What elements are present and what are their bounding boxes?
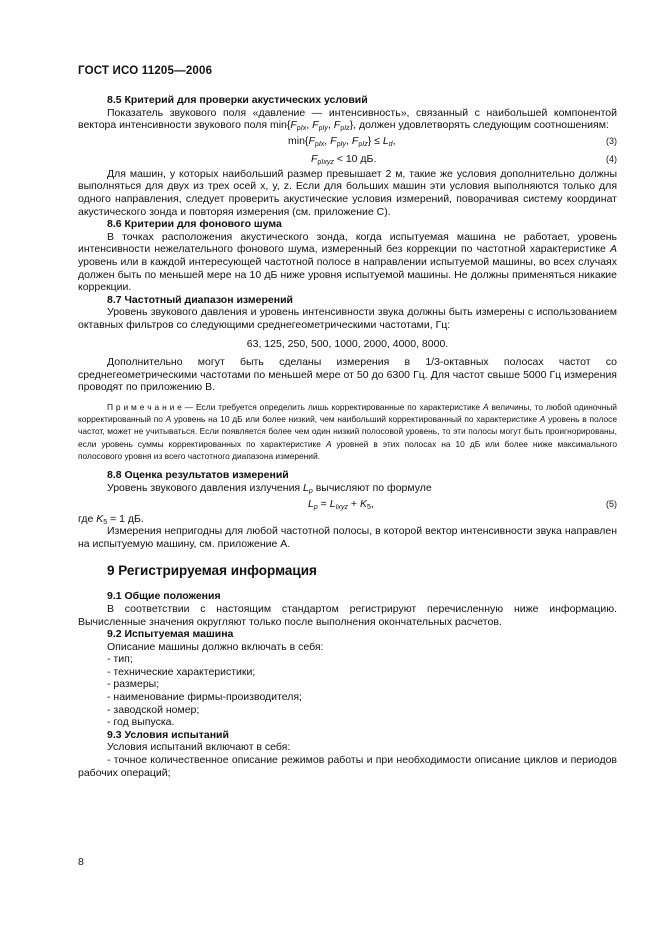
section-8-6-paragraph: В точках расположения акустического зонда, когда испытуемая машина не работает, уровень интенсивности нежелательного фонового шума, измеренный без коррекции по частотной характеристике A уровень или в каждой интересующей частотной полосе в направлении испытуемой машины, во всех случаях должен быть по меньшей мере на 10 дБ ниже уровня испытуемой машины. Не должны применяться никакие коррекции. bbox=[78, 230, 617, 294]
equation-3-number: (3) bbox=[606, 135, 617, 146]
equation-3-body: $\min\{F_{\rho Ix}$, $F_{\rho Iy}$, $F_{\rho Iz}\} \le L_d$, bbox=[288, 134, 396, 148]
section-8-7-paragraph-2: Дополнительно могут быть сделаны измерения в 1/3-октавных полосах частот со среднегеометрическими частотами по меньшей мере от 50 до 6300 Гц. Для частот свыше 5000 Гц измерения проводят по приложению В. bbox=[78, 356, 617, 394]
equation-4-body: $F_{\rho Ixyz} < 10$ дБ. bbox=[311, 152, 377, 166]
section-9-2-heading: 9.2 Испытуемая машина bbox=[107, 628, 234, 641]
section-8-6-heading: 8.6 Критерии для фонового шума bbox=[107, 218, 282, 231]
section-8-8-where: где $K_5 = 1$ дБ. bbox=[78, 512, 144, 526]
page-number: 8 bbox=[78, 856, 84, 868]
section-8-7-note: П р и м е ч а н и е — Если требуется определить лишь корректированные по характеристике A величины, то любой одиночный корректированный по A уровень на 10 дБ или более низкий, чем наибольший корректированный по характеристике A уровень в полосе частот, может не учитываться. Если появляется более чем один низкий полосовой уровень, то эти полосы могут быть проигнорированы, если уровень суммы корректированных по характеристике A уровней в этих полосах на 10 дБ или более ниже максимального полосового уровня из всего частотного диапазона измерений. bbox=[78, 401, 617, 462]
section-9-3-heading: 9.3 Условия испытаний bbox=[107, 728, 229, 741]
list-item: - размеры; bbox=[107, 678, 160, 691]
section-9-1-heading: 9.1 Общие положения bbox=[107, 590, 221, 603]
section-8-8-paragraph-1: Уровень звукового давления излучения $L_p$ вычисляют по формуле bbox=[107, 481, 432, 495]
list-item: - наименование фирмы-производителя; bbox=[107, 691, 302, 704]
section-8-7-paragraph-1: Уровень звукового давления и уровень интенсивности звука должны быть измерены с использованием октавных фильтров со следующими среднегеометрическими частотами, Гц: bbox=[78, 306, 617, 331]
equation-5 bbox=[78, 495, 617, 513]
section-8-5-paragraph-2: Для машин, у которых наибольший размер превышает 2 м, такие же условия дополнительно должны выполняться для двух из трех осей x, y, z. Если для больших машин эти условия выполняются только для одного направления, следует проверить акустические условия измерений, поворачивая систему координат акустического зонда и повторяя измерения (см. приложение С). bbox=[78, 167, 617, 218]
list-item: - год выпуска. bbox=[107, 716, 175, 729]
section-9-2-intro: Описание машины должно включать в себя: bbox=[107, 640, 324, 653]
frequency-list: 63, 125, 250, 500, 1000, 2000, 4000, 8000. bbox=[246, 337, 449, 350]
section-9-3-intro: Условия испытаний включают в себя: bbox=[107, 741, 291, 754]
list-item: - технические характеристики; bbox=[107, 665, 256, 678]
equation-5-body: $L_p = L_{Ixyz} + K_5$, bbox=[308, 497, 374, 511]
section-8-7-heading: 8.7 Частотный диапазон измерений bbox=[107, 293, 293, 306]
document-body bbox=[78, 94, 617, 779]
section-8-5-heading: 8.5 Критерий для проверки акустических условий bbox=[107, 94, 368, 106]
section-8-8-paragraph-2: Измерения непригодны для любой частотной полосы, в которой вектор интенсивности звука направлен на испытуемую машину, см. приложение А. bbox=[78, 525, 617, 550]
list-item: - заводской номер; bbox=[107, 703, 200, 716]
section-9-3-item-1: - точное количественное описание режимов работы и при необходимости описание циклов и периодов рабочих операций; bbox=[78, 754, 617, 779]
equation-3 bbox=[78, 132, 617, 150]
section-8-5-paragraph-1: Показатель звукового поля «давление — интенсивность», связанный с наибольшей компонентой вектора интенсивности звукового поля $\min\{F_{\rho Ix}$, $F_{\rho Iy}$, $F_{\rho Iz}$}, должен удовлетворять следующим соотношениям: bbox=[78, 106, 617, 133]
document-header: ГОСТ ИСО 11205—2006 bbox=[78, 65, 213, 77]
equation-4-number: (4) bbox=[606, 153, 617, 164]
section-9-heading: 9 Регистрируемая информация bbox=[107, 563, 317, 579]
equation-4 bbox=[78, 150, 617, 168]
list-item: - тип; bbox=[107, 653, 133, 666]
equation-5-number: (5) bbox=[606, 498, 617, 509]
section-8-8-heading: 8.8 Оценка результатов измерений bbox=[107, 469, 289, 482]
section-9-1-paragraph: В соответствии с настоящим стандартом регистрируют перечисленную ниже информацию. Вычисленные значения округляют только после выполнения окончательных расчетов. bbox=[78, 602, 617, 628]
